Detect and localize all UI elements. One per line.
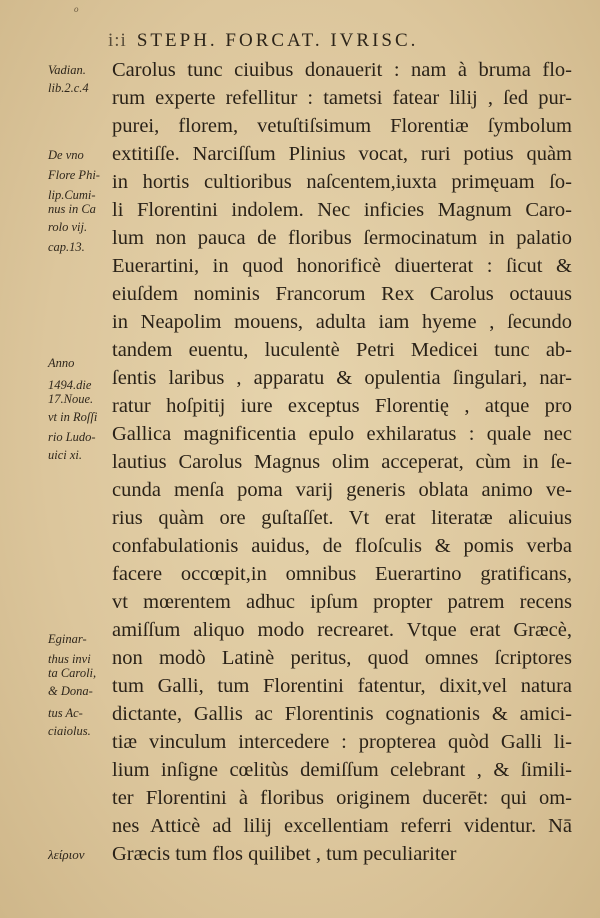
margin-note-anno <box>48 356 108 462</box>
margin-note-de-vno <box>48 148 108 254</box>
text-line: vt mœrentem adhuc ipſum propter patrem recens <box>112 591 572 613</box>
text-line: non modò Latinè peritus, quod omnes ſcriptores <box>112 647 572 669</box>
header-ornament: i:i <box>108 30 127 51</box>
text-line: rius quàm ore guſtaſſet. Vt erat literatæ alicuius <box>112 507 572 529</box>
text-line: confabulationis auidus, de floſculis & pomis verba <box>112 535 572 557</box>
text-line: li Florentini indolem. Nec inficies Magnum Caro- <box>112 199 572 221</box>
text-line: in Neapolim mouens, adulta iam hyeme , ſecundo <box>112 311 572 333</box>
margin-note-line: Anno <box>48 356 75 370</box>
text-line: Carolus tunc ciuibus donauerit : nam à bruma flo- <box>112 59 572 81</box>
margin-note-line: rolo vij. <box>48 220 88 234</box>
margin-note-line: uici xi. <box>48 448 83 462</box>
margin-note-line: De vno <box>48 148 84 162</box>
text-line: Euerartini, in quod honorificè diuerterat : ſicut & <box>112 255 572 277</box>
margin-note-line: vt in Roſſi <box>48 410 98 424</box>
text-line: facere occœpit,in omnibus Euerartino gratificans, <box>112 563 572 585</box>
running-header <box>108 30 418 52</box>
text-line: ratur hoſpitij iure exceptus Florentię , atque pro <box>112 395 572 417</box>
text-line: lum non pauca de floribus ſermocinatum in palatio <box>112 227 572 249</box>
text-line: Græcis tum flos quilibet , tum peculiariter <box>112 843 457 865</box>
text-line: Gallica magnificentia epulo exhilaratus : quale nec <box>112 423 572 445</box>
margin-note-line: nus in Ca <box>48 202 96 216</box>
margin-note-line: 17.Noue. <box>48 392 94 406</box>
margin-note-line: Flore Phi- <box>48 168 100 182</box>
margin-note-line: lip.Cumi- <box>48 188 96 202</box>
corner-mark: o <box>74 4 79 14</box>
margin-note-line: thus invi <box>48 652 91 666</box>
margin-note-line: 1494.die <box>48 378 92 392</box>
margin-note-line: tus Ac- <box>48 706 83 720</box>
text-line: ter Florentini à floribus originem ducerēt: qui om- <box>112 787 572 809</box>
text-line: tum Galli, tum Florentini fatentur, dixit,vel natura <box>112 675 572 697</box>
text-line: purei, florem, vetuſtiſsimum Florentiæ ſymbolum <box>112 115 572 137</box>
margin-note-greek <box>48 848 108 862</box>
margin-note-line: lib.2.c.4 <box>48 81 89 95</box>
margin-note-vadian <box>48 63 108 95</box>
margin-note-line: cap.13. <box>48 240 85 254</box>
text-line: dictante, Gallis ac Florentinis cognationis & amici- <box>112 703 572 725</box>
text-line: nes Atticè ad lilij excellentiam referri videntur. Nā <box>112 815 572 837</box>
margin-note-line: & Dona- <box>48 684 93 698</box>
text-line: amiſſum aliquo modo recrearet. Vtque erat Græcè, <box>112 619 572 641</box>
text-line: lautius Carolus Magnus olim acceperat, cùm in ſe- <box>112 451 572 473</box>
margin-note-line: λείριον <box>48 847 85 862</box>
text-line: rum experte refellitur : tametsi fatear lilij , ſed pur- <box>112 87 572 109</box>
margin-note-line: ciaiolus. <box>48 724 91 738</box>
header-title: STEPH. FORCAT. IVRISC. <box>136 30 419 51</box>
margin-note-line: Vadian. <box>48 63 86 77</box>
text-line: eiuſdem nominis Francorum Rex Carolus octauus <box>112 283 572 305</box>
text-line: tandem euentu, luculentè Petri Medicei tunc ab- <box>112 339 572 361</box>
text-line: in hortis cultioribus naſcentem,iuxta primęuam ſo- <box>112 171 572 193</box>
text-line: cunda menſa poma varij generis oblata animo ve- <box>112 479 572 501</box>
text-line: tiæ vinculum intercedere : propterea quòd Galli li- <box>112 731 572 753</box>
margin-note-eginarthus <box>48 632 108 738</box>
margin-note-line: ta Caroli, <box>48 666 97 680</box>
margin-note-line: Eginar- <box>48 632 87 646</box>
margin-note-line: rio Ludo- <box>48 430 96 444</box>
text-line: extitiſſe. Narciſſum Plinius vocat, ruri potius quàm <box>112 143 572 165</box>
text-line: lium inſigne cœlitùs demiſſum celebrant , & ſimili- <box>112 759 572 781</box>
text-line: ſentis laribus , apparatu & opulentia ſingulari, nar- <box>112 367 572 389</box>
